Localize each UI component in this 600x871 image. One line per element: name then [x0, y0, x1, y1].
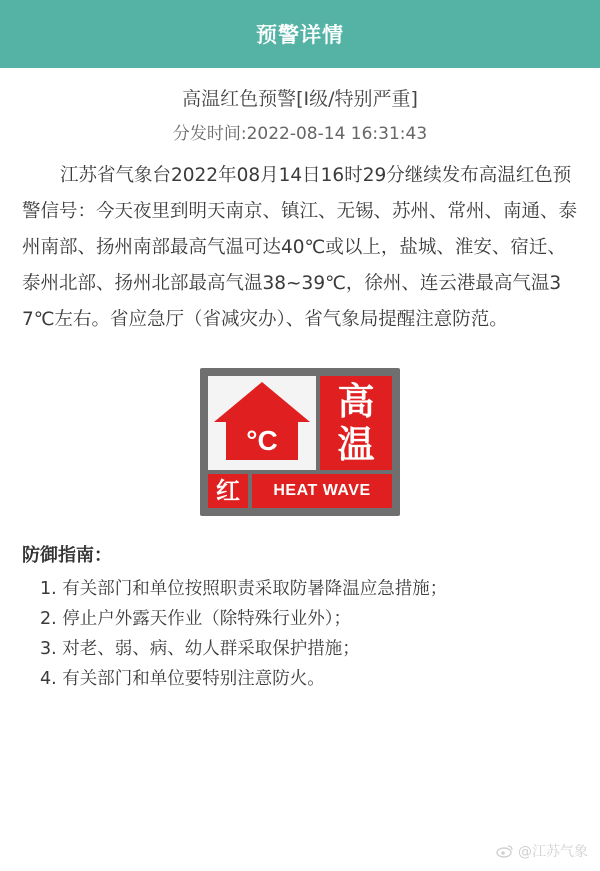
gao-char: 高 — [337, 380, 375, 423]
guide-list — [40, 574, 600, 694]
guide-title: 防御指南： — [22, 545, 112, 566]
gao-wen-label — [320, 376, 392, 470]
heat-wave-red-signal-icon — [200, 368, 400, 516]
page-header — [0, 0, 600, 68]
page-title: 预警详情 — [256, 23, 344, 47]
warning-content: 江苏省气象台2022年08月14日16时29分继续发布高温红色预警信号：今天夜里到明天南京、镇江、无锡、苏州、常州、南通、泰州南部、扬州南部最高气温可达40℃或以上，盐城、淮安、宿迁、泰州北部、扬州北部最高气温38~39℃，徐州、连云港最高气温37℃左右。省应急厅（省减灾办）、省气象局提醒注意防范。 — [22, 165, 578, 330]
hong-label: 红 — [208, 474, 248, 508]
wen-char: 温 — [337, 423, 375, 466]
issue-time: 分发时间:2022-08-14 16:31:43 — [172, 124, 428, 144]
warning-title: 高温红色预警[Ⅰ级/特别严重] — [182, 88, 418, 110]
guide-item: 3. 对老、弱、病、幼人群采取保护措施； — [40, 639, 360, 659]
guide-item: 4. 有关部门和单位要特别注意防火。 — [40, 669, 325, 689]
heat-wave-label: HEAT WAVE — [252, 474, 392, 508]
watermark — [496, 841, 588, 861]
degree-label: °C — [246, 425, 278, 456]
house-thermometer-icon — [208, 376, 316, 470]
guide-item: 1. 有关部门和单位按照职责采取防暑降温应急措施； — [40, 579, 448, 599]
guide-item: 2. 停止户外露天作业（除特殊行业外）； — [40, 609, 352, 629]
weibo-icon — [496, 844, 514, 858]
watermark-text: @江苏气象 — [518, 844, 588, 860]
